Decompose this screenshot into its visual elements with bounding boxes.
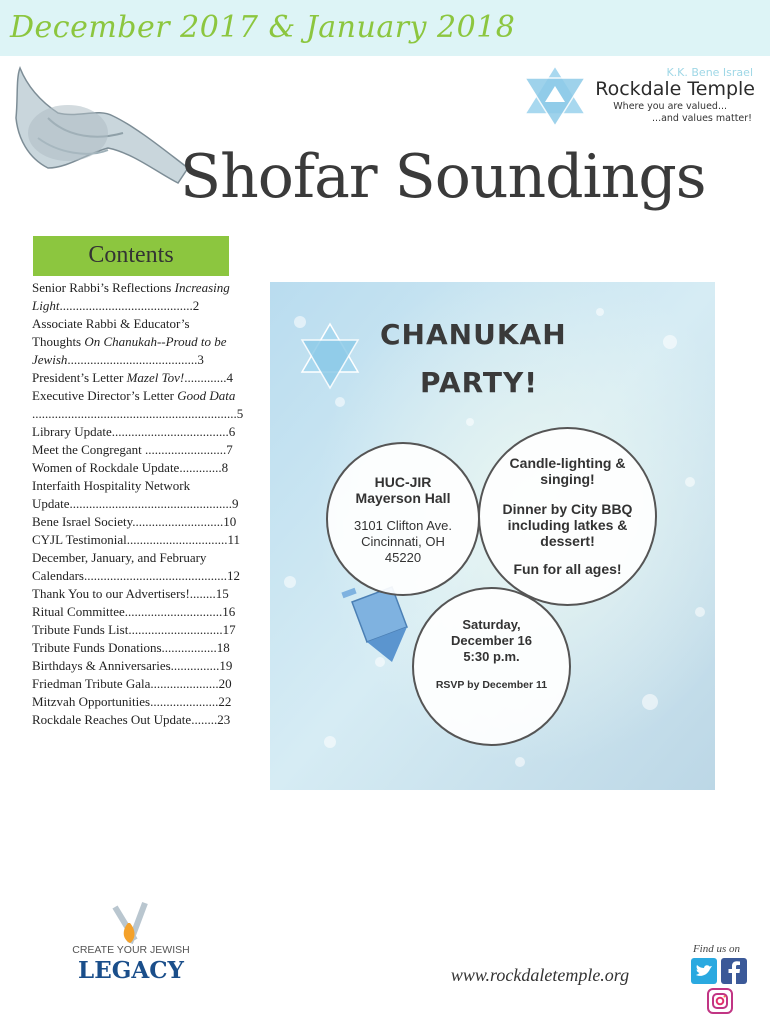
toc-line: Tribute Funds List.............................17 [32, 622, 236, 637]
logo-tagline-1: Where you are valued... [613, 101, 727, 112]
toc-line: Senior Rabbi’s Reflections Increasing [32, 280, 230, 295]
twitter-icon[interactable] [691, 958, 717, 984]
activity-2b: including latkes & [507, 517, 628, 533]
toc-line: Meet the Congregant .........................7 [32, 442, 233, 457]
toc-line: Mitzvah Opportunities.....................22 [32, 694, 232, 709]
activity-2a: Dinner by City BBQ [502, 501, 633, 517]
contents-title: Contents [88, 242, 174, 268]
cjl-tagline: CREATE YOUR JEWISH [72, 944, 190, 956]
activity-1a: Candle-lighting & [509, 455, 626, 471]
flyer-title-line-1: CHANUKAH [380, 318, 567, 351]
activity-2c: dessert! [540, 533, 595, 549]
venue-address-3: 45220 [384, 550, 422, 565]
toc-line: December, January, and February [32, 550, 207, 565]
header-banner [0, 0, 770, 56]
newsletter-title: Shofar Soundings [180, 142, 706, 212]
toc-line: Interfaith Hospitality Network [32, 478, 191, 493]
toc-line: Library Update....................................6 [32, 424, 236, 439]
rockdale-temple-logo[interactable] [515, 62, 760, 132]
find-us-label: Find us on [692, 943, 740, 955]
contents-header [33, 236, 229, 276]
activities-circle [478, 427, 657, 606]
venue-address-2: Cincinnati, OH [361, 534, 445, 549]
logo-kk-bene-israel: K.K. Bene Israel [666, 66, 753, 79]
toc-line: Calendars............................................12 [32, 568, 240, 583]
logo-temple-name: Rockdale Temple [595, 78, 755, 100]
toc-line: Birthdays & Anniversaries...............19 [32, 658, 233, 673]
toc-line: President’s Letter Mazel Tov!.............4 [32, 370, 233, 385]
toc-line: Rockdale Reaches Out Update........23 [32, 712, 231, 727]
star-of-david-logo [520, 64, 590, 128]
toc-line: Women of Rockdale Update.............8 [32, 460, 229, 475]
flyer-title-line-2: PARTY! [420, 366, 539, 399]
toc-line: ...............................................................5 [32, 406, 244, 421]
toc-line: Bene Israel Society............................10 [32, 514, 237, 529]
toc-line: Update..................................................9 [32, 496, 239, 511]
venue-name-2: Mayerson Hall [355, 490, 451, 506]
rsvp-note: RSVP by December 11 [435, 679, 548, 691]
toc-line: Thank You to our Advertisers!........15 [32, 586, 229, 601]
logo-tagline-2: ...and values matter! [652, 113, 752, 124]
table-of-contents [32, 279, 244, 729]
event-day: Saturday, [462, 617, 521, 632]
toc-line: CYJL Testimonial...............................11 [32, 532, 241, 547]
toc-line: Thoughts On Chanukah--Proud to be [32, 334, 227, 349]
toc-line: Light.........................................2 [32, 298, 200, 313]
issue-date-title: December 2017 & January 2018 [10, 10, 516, 45]
date-circle [412, 587, 571, 746]
venue-circle [326, 442, 480, 596]
activity-1b: singing! [540, 471, 595, 487]
activity-3: Fun for all ages! [513, 561, 622, 577]
toc-line: Associate Rabbi & Educator’s [32, 316, 190, 331]
venue-name-1: HUC-JIR [374, 474, 432, 490]
venue-address-1: 3101 Clifton Ave. [353, 518, 453, 533]
facebook-icon[interactable] [721, 958, 747, 984]
toc-line: Executive Director’s Letter Good Data [32, 388, 236, 403]
toc-line: Tribute Funds Donations.................18 [32, 640, 230, 655]
shofar-illustration [8, 58, 208, 208]
instagram-icon[interactable] [707, 988, 733, 1014]
toc-line: Jewish........................................3 [32, 352, 204, 367]
toc-line: Friedman Tribute Gala.....................20 [32, 676, 232, 691]
toc-line: Ritual Committee..............................16 [32, 604, 236, 619]
website-link[interactable]: www.rockdaletemple.org [450, 965, 630, 985]
event-date: December 16 [451, 633, 532, 648]
event-time: 5:30 p.m. [463, 649, 520, 664]
chanukah-party-flyer [270, 282, 715, 790]
legacy-wordmark: LEGACY [78, 957, 184, 984]
